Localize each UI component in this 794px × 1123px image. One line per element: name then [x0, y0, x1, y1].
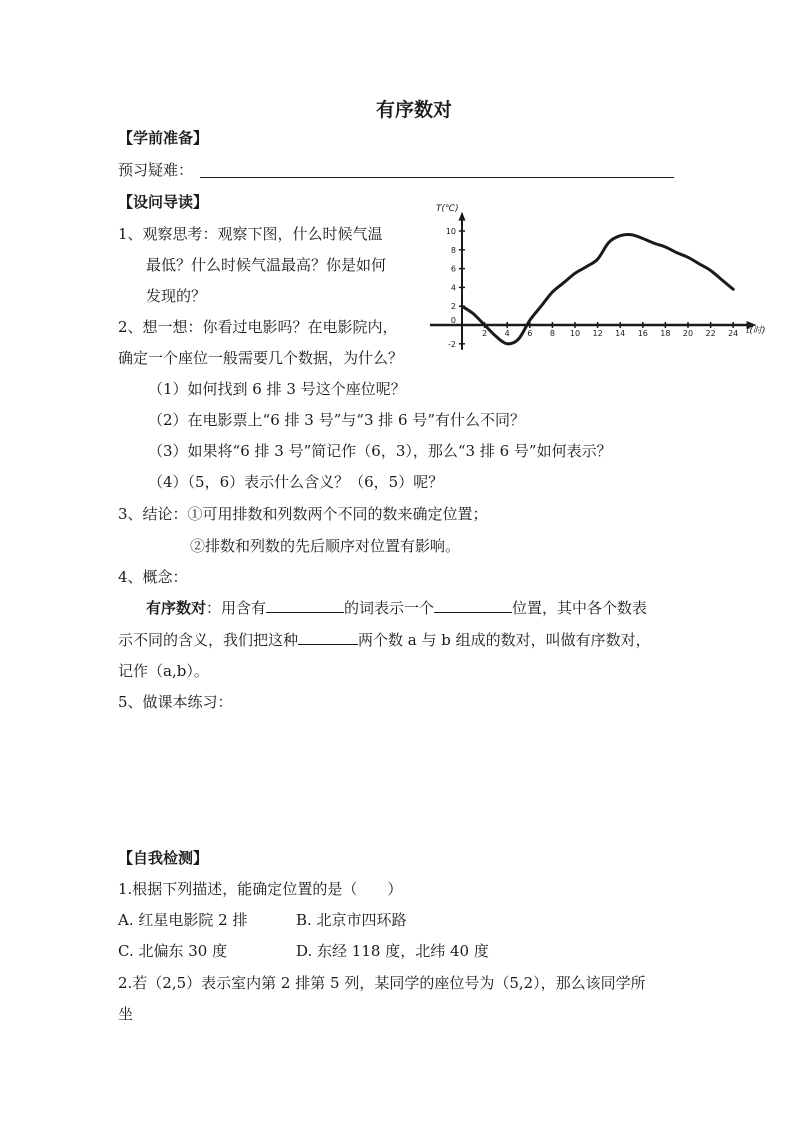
chart-x-tick-label: 24 [728, 329, 739, 338]
concept-line-1 [146, 598, 647, 618]
chart-x-tick-label: 14 [615, 329, 626, 338]
concept-text-5: 两个数 a 与 b 组成的数对，叫做有序数对， [358, 631, 651, 649]
question-2-sub-2: （2）在电影票上“6 排 3 号”与“3 排 6 号”有什么不同？ [148, 411, 526, 429]
concept-line-3: 记作（a,b）。 [118, 662, 209, 680]
chart-y-tick-label: 10 [445, 227, 456, 236]
section-header-selftest: 【自我检测】 [118, 849, 209, 867]
question-4-label: 4、概念： [118, 568, 188, 586]
chart-x-tick-label: 6 [527, 329, 533, 338]
concept-text-1: ：用含有 [206, 599, 267, 617]
concept-term: 有序数对 [146, 599, 207, 617]
question-5: 5、做课本练习： [118, 693, 233, 711]
section-header-guide: 【设问导读】 [118, 193, 209, 211]
chart-x-tick-label: 12 [592, 329, 603, 338]
chart-y-tick-label: 0 [450, 316, 456, 325]
chart-x-tick-label: 2 [482, 329, 488, 338]
question-2-line-1: 2、想一想：你看过电影吗？在电影院内， [118, 318, 398, 336]
chart-y-axis-arrow [459, 212, 466, 221]
chart-x-axis-label: t(时) [746, 326, 766, 336]
chart-x-tick-label: 16 [637, 329, 648, 338]
chart-y-tick-label: 2 [450, 302, 456, 312]
question-3-line-2: ②排数和列数的先后顺序对位置有影响。 [190, 537, 461, 555]
option-b: B. 北京市四环路 [296, 911, 407, 929]
chart-y-tick-label: 8 [450, 245, 456, 255]
chart-y-tick-label: 6 [450, 264, 456, 274]
chart-y-axis-label: T(℃) [436, 204, 459, 214]
question-2-sub-1: （1）如何找到 6 排 3 号这个座位呢？ [148, 380, 406, 398]
concept-blank-2[interactable] [434, 598, 512, 613]
question-3-line-1: 3、结论：①可用排数和列数两个不同的数来确定位置； [118, 505, 488, 523]
chart-x-tick-label: 20 [682, 329, 694, 338]
option-c: C. 北偏东 30 度 [118, 942, 228, 960]
selftest-question-2-line-1: 2.若（2,5）表示室内第 2 排第 5 列，某同学的座位号为（5,2），那么该同学所 [118, 974, 646, 992]
chart-x-tick-label: 8 [549, 329, 555, 338]
chart-x-tick-label: 4 [504, 329, 510, 338]
chart-x-tick-label: 18 [660, 329, 671, 338]
concept-text-2: 的词表示一个 [344, 599, 435, 617]
question-1-line-2: 最低？什么时候气温最高？你是如何 [146, 256, 387, 274]
question-2-sub-4: （4）（5，6）表示什么含义？（6，5）呢？ [148, 473, 444, 491]
chart-y-tick-label: 4 [450, 283, 456, 293]
selftest-question-1: 1.根据下列描述，能确定位置的是（ ） [118, 880, 403, 898]
difficulty-label: 预习疑难： [118, 161, 194, 179]
chart-x-tick-label: 10 [569, 329, 581, 338]
concept-line-2 [118, 630, 651, 650]
concept-text-4: 示不同的含义，我们把这种 [118, 631, 299, 649]
concept-text-3: 位置，其中各个数表 [512, 599, 648, 617]
concept-blank-1[interactable] [266, 598, 344, 613]
question-2-line-2: 确定一个座位一般需要几个数据，为什么？ [118, 349, 404, 367]
chart-y-tick-label: -2 [448, 339, 456, 349]
chart-x-tick-label: 22 [705, 329, 716, 338]
option-a: A. 红星电影院 2 排 [118, 911, 248, 929]
question-1-line-1: 1、观察思考：观察下图，什么时候气温 [118, 225, 383, 243]
concept-blank-3[interactable] [298, 630, 358, 645]
section-header-prep: 【学前准备】 [118, 129, 209, 147]
selftest-question-2-line-2: 坐 [118, 1005, 134, 1023]
temperature-chart [424, 196, 794, 356]
option-d: D. 东经 118 度，北纬 40 度 [296, 942, 489, 960]
question-1-line-3: 发现的？ [146, 287, 207, 305]
question-2-sub-3: （3）如果将“6 排 3 号”简记作（6，3），那么“3 排 6 号”如何表示？ [148, 442, 612, 460]
difficulty-answer-line[interactable] [200, 177, 674, 178]
page-title: 有序数对 [376, 99, 453, 121]
